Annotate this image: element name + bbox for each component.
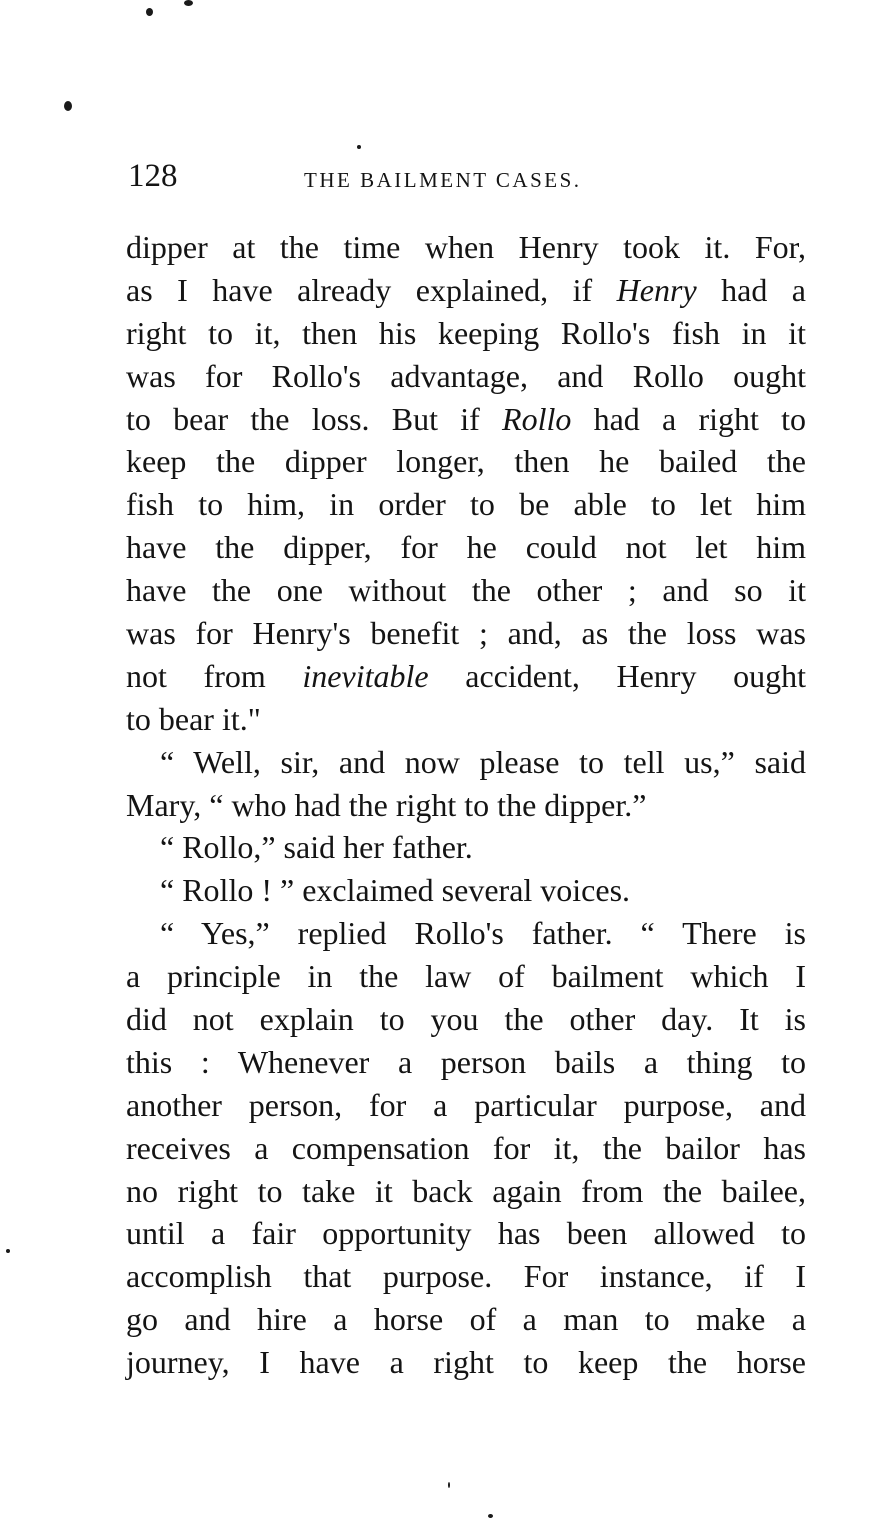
text-line: as I have already explained, if Henry had a <box>126 271 806 308</box>
text-line: receives a compensation for it, the bailor has <box>126 1129 806 1166</box>
print-speck <box>6 1249 10 1253</box>
text-line: “ Well, sir, and now please to tell us,” said <box>160 743 806 780</box>
text-line: until a fair opportunity has been allowed to <box>126 1215 806 1252</box>
text-line: another person, for a particular purpose, and <box>126 1086 806 1123</box>
print-speck <box>146 8 153 16</box>
body-text <box>126 226 806 1384</box>
text-line: “ Rollo,” said her father. <box>160 829 473 866</box>
text-line: not from inevitable accident, Henry ought <box>126 657 806 694</box>
text-line: “ Yes,” replied Rollo's father. “ There is <box>160 915 806 952</box>
text-line: fish to him, in order to be able to let him <box>126 486 806 523</box>
text-line: no right to take it back again from the bailee, <box>126 1172 806 1209</box>
text-line: did not explain to you the other day. It is <box>126 1001 806 1038</box>
text-line: was for Rollo's advantage, and Rollo ought <box>126 357 806 394</box>
text-line: this : Whenever a person bails a thing to <box>126 1043 806 1080</box>
page-number: 128 <box>128 158 178 194</box>
text-line: right to it, then his keeping Rollo's fish in it <box>126 314 806 351</box>
text-line: dipper at the time when Henry took it. For, <box>126 229 806 265</box>
text-line: have the dipper, for he could not let him <box>126 529 806 566</box>
text-line: was for Henry's benefit ; and, as the loss was <box>126 615 806 652</box>
text-line: “ Rollo ! ” exclaimed several voices. <box>160 872 631 909</box>
print-speck <box>64 101 72 111</box>
print-speck <box>488 1514 493 1518</box>
text-line: keep the dipper longer, then he bailed the <box>126 443 806 480</box>
page-header <box>128 156 808 200</box>
emphasis: Rollo <box>502 400 572 437</box>
text-line: journey, I have a right to keep the horse <box>126 1344 806 1381</box>
text-line: to bear the loss. But if Rollo had a right to <box>126 400 807 437</box>
text-line: accomplish that purpose. For instance, if I <box>126 1258 806 1295</box>
running-head: THE BAILMENT CASES. <box>304 168 582 192</box>
text-line: have the one without the other ; and so it <box>126 572 806 609</box>
print-speck <box>184 0 193 6</box>
print-speck <box>357 145 361 149</box>
text-line: to bear it." <box>126 700 261 737</box>
text-line: Mary, “ who had the right to the dipper.” <box>126 786 647 823</box>
print-speck <box>448 1482 450 1488</box>
text-line: a principle in the law of bailment which I <box>126 958 806 995</box>
emphasis: inevitable <box>302 657 429 694</box>
text-line: go and hire a horse of a man to make a <box>126 1301 806 1338</box>
emphasis: Henry <box>616 271 697 308</box>
